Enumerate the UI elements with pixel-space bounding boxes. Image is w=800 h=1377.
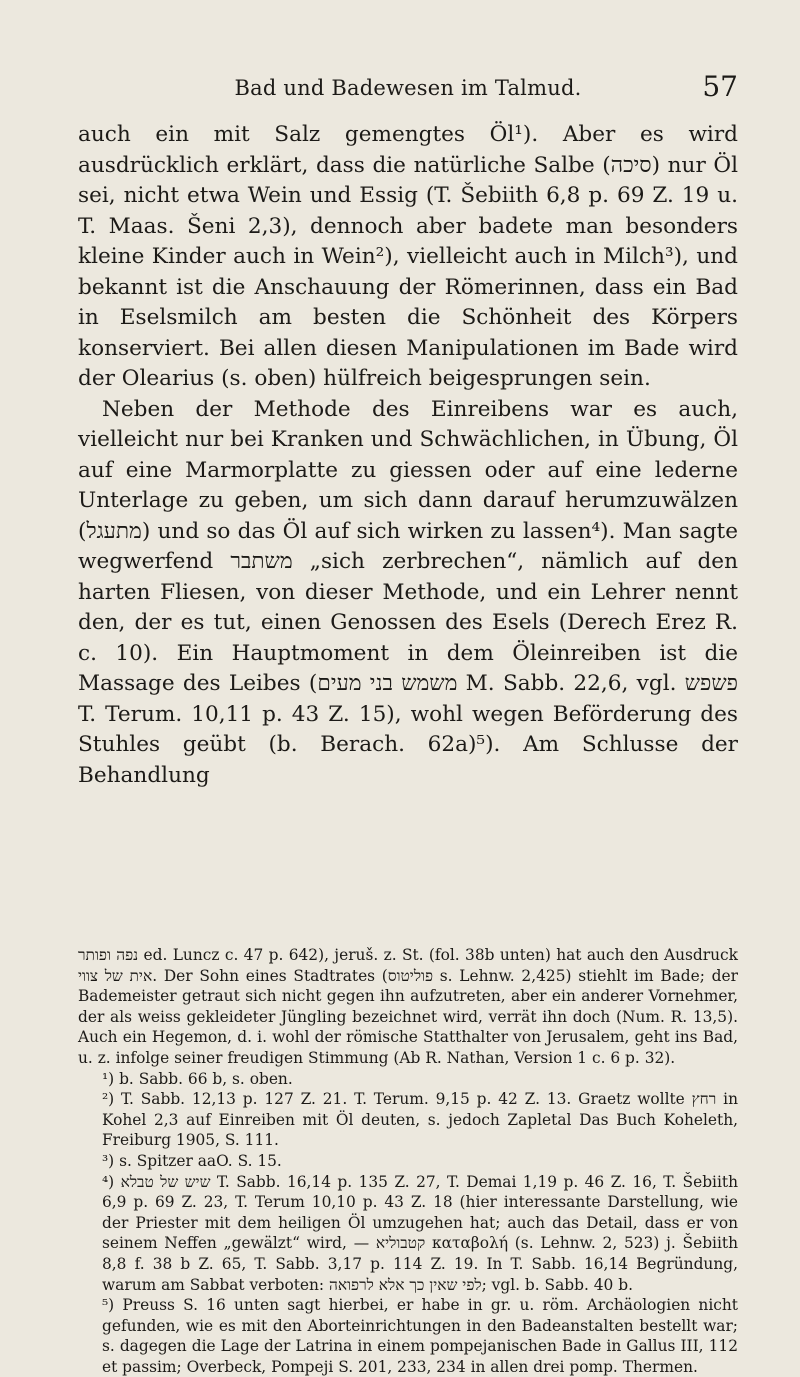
- paragraph: Neben der Methode des Einreibens war es auch, vielleicht nur bei Kranken und Schwächlichen, in Übung, Öl auf eine Marmorplatte zu giessen oder auf eine lederne Unterlage zu geben, um sich dann darauf herumzuwälzen (מתעגל) und so das Öl auf sich wirken zu lassen⁴). Man sagte wegwerfend משתבר „sich zerbrechen“, nämlich auf den harten Fliesen, von dieser Methode, und ein Lehrer nennt den, der es tut, einen Genossen des Esels (Derech Erez R. c. 10). Ein Hauptmoment in dem Öleinreiben ist die Massage des Leibes (משמש בני מעים M. Sabb. 22,6, vgl. פשפש T. Terum. 10,11 p. 43 Z. 15), wohl wegen Beförderung des Stuhles geübt (b. Berach. 62a)⁵). Am Schlusse der Behandlung: [78, 396, 738, 788]
- main-text: [78, 120, 738, 791]
- footnote-2: ²) T. Sabb. 12,13 p. 127 Z. 21. T. Terum. 9,15 p. 42 Z. 13. Graetz wollte רחץ in Kohel 2,3 auf Einreiben mit Öl deuten, s. jedoch Zapletal Das Buch Koheleth, Freiburg 1905, S. 111.: [102, 1090, 739, 1150]
- running-title: Bad und Badewesen im Talmud.: [234, 76, 582, 100]
- page-number: 57: [702, 70, 738, 103]
- footnote-4: ⁴) שיש של טבלא T. Sabb. 16,14 p. 135 Z. 27, T. Demai 1,19 p. 46 Z. 16, T. Šebiith 6,9 p. 69 Z. 23, T. Terum 10,10 p. 43 Z. 18 (hier interessante Darstellung, wie der Priester mit dem heiligen Öl umzugehen hat; auch das Detail, dass er von seinem Neffen „gewälzt“ wird, — קטבוליא καταβολή (s. Lehnw. 2, 523) j. Šebiith 8,8 f. 38 b Z. 65, T. Sabb. 3,17 p. 114 Z. 19. In T. Sabb. 16,14 Begründung, warum am Sabbat verboten: לפי שאין כך אלא לרפואה; vgl. b. Sabb. 40 b.: [102, 1172, 738, 1294]
- footnote-1: ¹) b. Sabb. 66 b, s. oben.: [102, 1069, 293, 1088]
- footnotes: [78, 945, 738, 1377]
- footnote-3: ³) s. Spitzer aaO. S. 15.: [102, 1151, 282, 1170]
- running-head: [78, 70, 738, 110]
- footnote-5: ⁵) Preuss S. 16 unten sagt hierbei, er habe in gr. u. röm. Archäologien nicht gefunden, wie es mit den Aborteinrichtungen in den Badeanstalten bestellt war; s. dagegen die Lage der Latrina in einem pompejanischen Bade in Gallus III, 112 et passim; Overbeck, Pompeji S. 201, 233, 234 in allen drei pomp. Thermen.: [102, 1296, 738, 1376]
- footnote-continuation: נפה ופותר ed. Luncz c. 47 p. 642), jeruš. z. St. (fol. 38b unten) hat auch den Ausdruck אית של צווי. Der Sohn eines Stadtrates (פוליטוס s. Lehnw. 2,425) stiehlt im Bade; der Bademeister getraut sich nicht gegen ihn aufzutreten, aber ein anderer Vornehmer, der als weiss gekleideter Jüngling bezeichnet wird, verrät ihn doch (Num. R. 13,5). Auch ein Hegemon, d. i. wohl der römische Statthalter von Jerusalem, geht ins Bad, u. z. infolge seiner freudigen Stimmung (Ab R. Nathan, Version 1 c. 6 p. 32).: [78, 946, 739, 1067]
- paragraph: auch ein mit Salz gemengtes Öl¹). Aber es wird ausdrücklich erklärt, dass die natürliche Salbe (סיכה) nur Öl sei, nicht etwa Wein und Essig (T. Šebiith 6,8 p. 69 Z. 19 u. T. Maas. Šeni 2,3), dennoch aber badete man besonders kleine Kinder auch in Wein²), vielleicht auch in Milch³), und bekannt ist die Anschauung der Römerinnen, dass ein Bad in Eselsmilch am besten die Schönheit des Körpers konserviert. Bei allen diesen Manipulationen im Bade wird der Olearius (s. oben) hülfreich beigesprungen sein.: [78, 122, 738, 391]
